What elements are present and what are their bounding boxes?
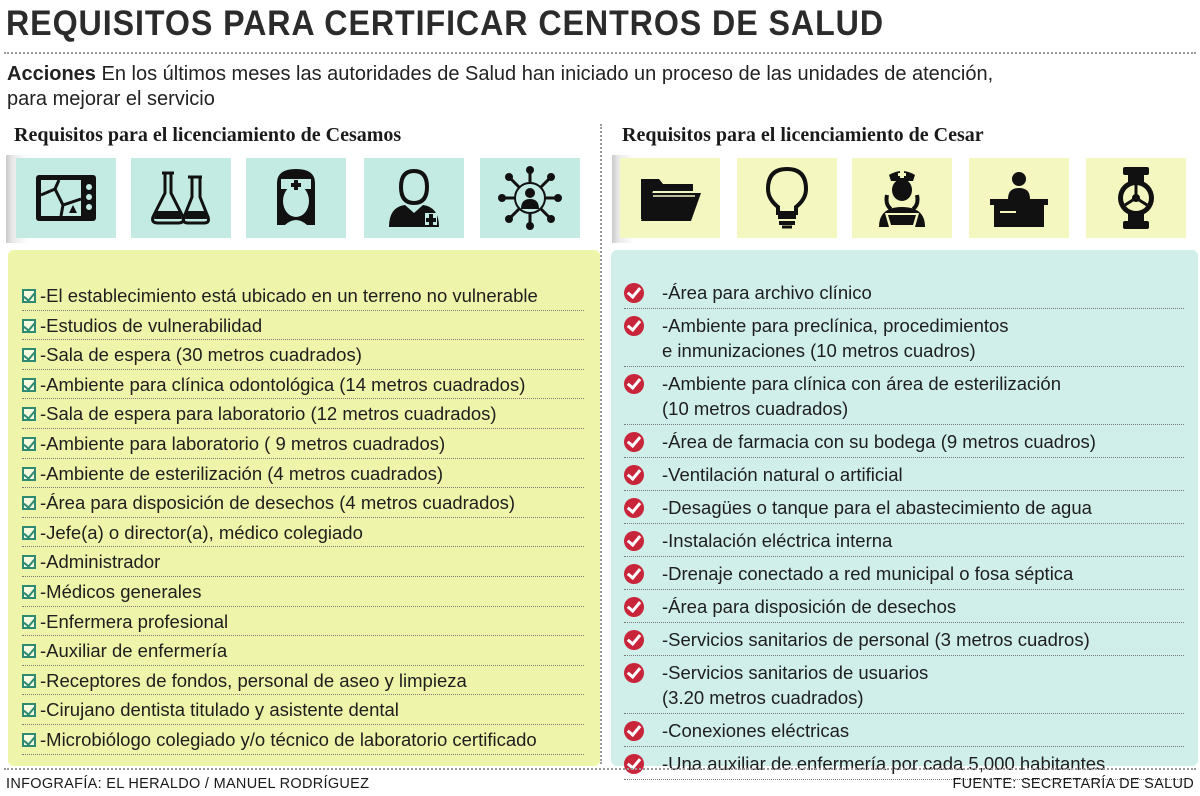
red-check-icon [624,597,644,617]
list-item: -Administrador [22,547,584,577]
intro-paragraph [7,62,1007,112]
valve-icon [1086,158,1186,238]
list-item: -Sala de espera (30 metros cuadrados) [22,340,584,370]
list-item: -Médicos generales [22,577,584,607]
list-item: -El establecimiento está ubicado en un terreno no vulnerable [22,281,584,311]
checkbox-icon [22,703,36,717]
checkbox-icon [22,644,36,658]
checkbox-icon [22,615,36,629]
checkbox-icon [22,378,36,392]
checkbox-icon [22,437,36,451]
red-check-icon [624,564,644,584]
list-item: -Conexiones eléctricas [624,714,1184,747]
checkbox-icon [22,585,36,599]
red-check-icon [624,283,644,303]
list-item: -Área de farmacia con su bodega (9 metros cuadros) [624,425,1184,458]
list-item: -Área para disposición de desechos [624,590,1184,623]
cesamos-requirements-list [22,281,584,755]
red-check-icon [624,498,644,518]
lightbulb-icon [737,158,837,238]
checkbox-icon [22,496,36,510]
list-item: -Microbiólogo colegiado y/o técnico de laboratorio certificado [22,725,584,755]
cesar-requirements-list [624,276,1184,780]
checkbox-icon [22,526,36,540]
source-note: FUENTE: SECRETARÍA DE SALUD [952,776,1194,792]
list-item: -Drenaje conectado a red municipal o fosa séptica [624,557,1184,590]
list-item: -Ambiente para laboratorio ( 9 metros cuadrados) [22,429,584,459]
red-check-icon [624,432,644,452]
red-check-icon [624,316,644,336]
red-check-icon [624,721,644,741]
list-item: -Receptores de fondos, personal de aseo y limpieza [22,666,584,696]
checkbox-icon [22,467,36,481]
checkbox-icon [22,407,36,421]
red-check-icon [624,630,644,650]
red-check-icon [624,754,644,774]
list-item: -Instalación eléctrica interna [624,524,1184,557]
list-item: -Ambiente para clínica odontológica (14 metros cuadrados) [22,370,584,400]
cesamos-section-title: Requisitos para el licenciamiento de Cesamos [14,124,402,146]
checkbox-icon [22,348,36,362]
nurse-laptop-icon [852,158,952,238]
list-item: -Sala de espera para laboratorio (12 metros cuadrados) [22,399,584,429]
list-item: -Ventilación natural o artificial [624,458,1184,491]
checkbox-icon [22,319,36,333]
list-item: -Enfermera profesional [22,607,584,637]
title-divider [4,52,1196,54]
red-check-icon [624,531,644,551]
list-item: -Área para archivo clínico [624,276,1184,309]
footer-divider [4,768,1196,770]
infographic-credit: INFOGRAFÍA: EL HERALDO / MANUEL RODRÍGUEZ [6,776,370,792]
intro-lead: Acciones [7,63,96,85]
doctor-icon [364,158,464,238]
list-item: -Una auxiliar de enfermería por cada 5,000 habitantes [624,747,1184,780]
page-title: REQUISITOS PARA CERTIFICAR CENTROS DE SALUD [6,4,885,43]
column-divider [600,124,602,764]
cesar-section-title: Requisitos para el licenciamiento de Cesar [622,124,984,146]
checkbox-icon [22,289,36,303]
lab-flasks-icon [131,158,231,238]
checkbox-icon [22,733,36,747]
red-check-icon [624,374,644,394]
map-icon [16,158,116,238]
folder-icon [620,158,720,238]
checkbox-icon [22,555,36,569]
intro-text: En los últimos meses las autoridades de Salud han iniciado un proceso de las unidades de atención, para mejorar el servicio [7,63,994,110]
nurse-icon [246,158,346,238]
list-item: -Servicios sanitarios de usuarios (3.20 metros cuadrados) [624,656,1184,714]
list-item: -Ambiente de esterilización (4 metros cuadrados) [22,459,584,489]
list-item: -Desagües o tanque para el abastecimiento de agua [624,491,1184,524]
network-person-icon [480,158,580,238]
list-item: -Auxiliar de enfermería [22,636,584,666]
list-item: -Estudios de vulnerabilidad [22,311,584,341]
list-item: -Ambiente para clínica con área de esterilización (10 metros cuadrados) [624,367,1184,425]
red-check-icon [624,663,644,683]
list-item: -Servicios sanitarios de personal (3 metros cuadros) [624,623,1184,656]
red-check-icon [624,465,644,485]
checkbox-icon [22,674,36,688]
desk-person-icon [969,158,1069,238]
list-item: -Jefe(a) o director(a), médico colegiado [22,518,584,548]
list-item: -Ambiente para preclínica, procedimientos e inmunizaciones (10 metros cuadros) [624,309,1184,367]
list-item: -Área para disposición de desechos (4 metros cuadrados) [22,488,584,518]
list-item: -Cirujano dentista titulado y asistente dental [22,695,584,725]
